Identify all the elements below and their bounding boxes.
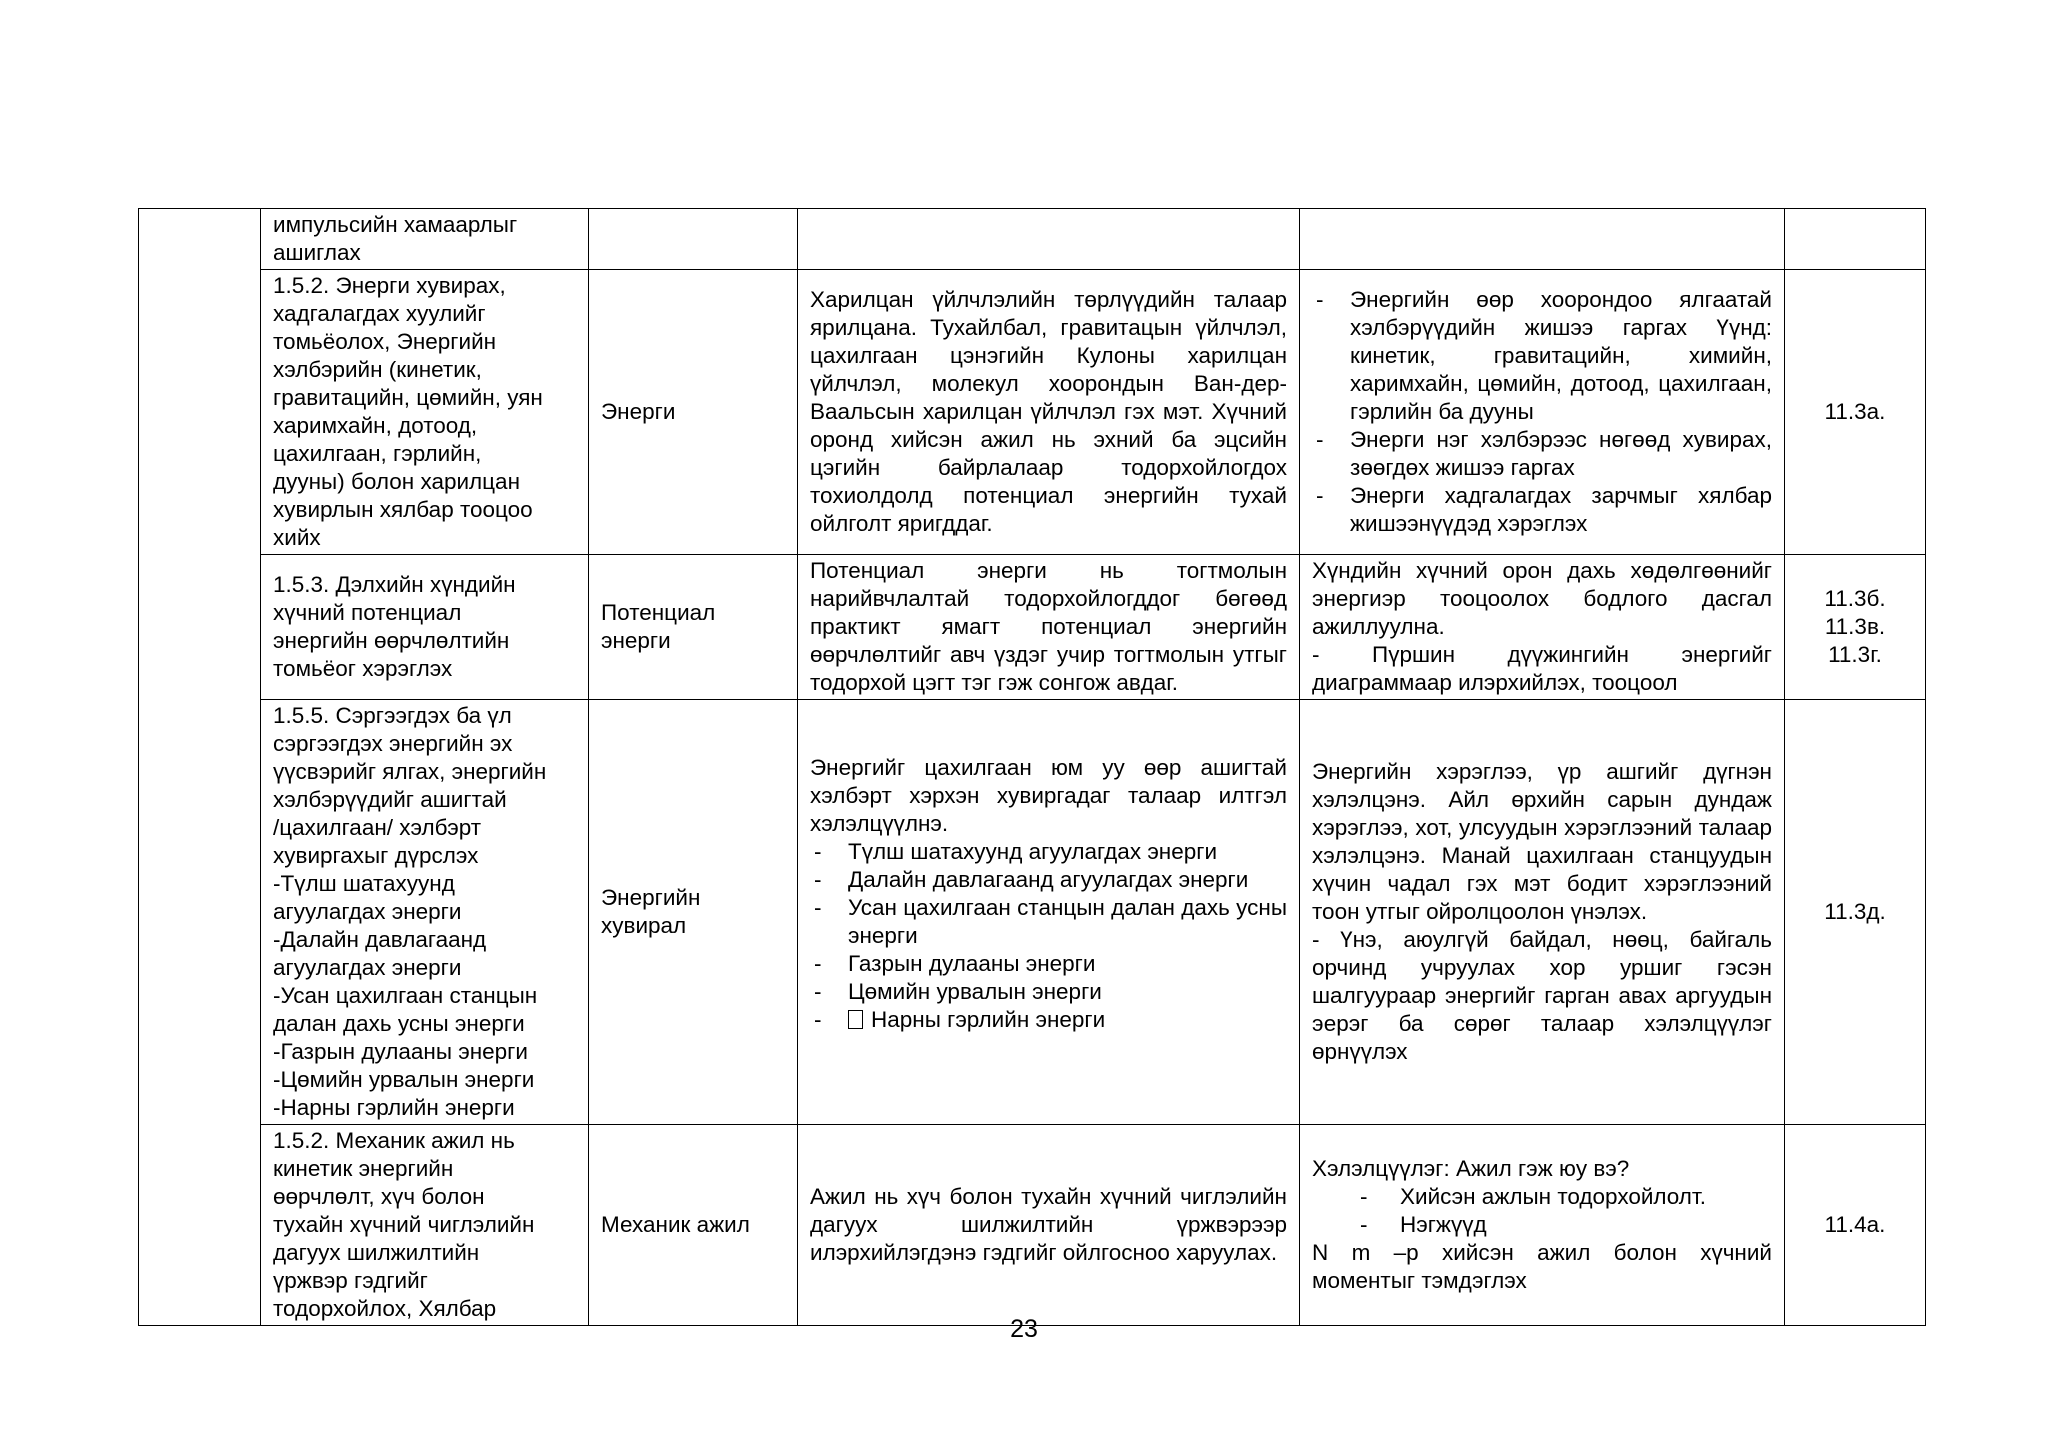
objective-line: хувиргахыг дүрслэх xyxy=(273,843,479,868)
context-cell xyxy=(798,270,1300,555)
objective-cell xyxy=(261,555,589,700)
code-text: 11.3а. xyxy=(1824,399,1886,424)
concept-text: Энергийн xyxy=(601,885,701,910)
code-cell xyxy=(1785,700,1926,1125)
context-text: Потенциал энерги нь тогтмолын нарийвчлалтай тодорхойлогддог бөгөөд практикт ямагт потенциал энергийн өөрчлөлтийг авч үздэг учир тогтмолын утгыг тодорхой цэгт тэг гэж сонгож авдаг. xyxy=(810,558,1287,695)
list-item: - Далайн давлагаанд агуулагдах энерги xyxy=(810,866,1287,894)
concept-text: Энерги xyxy=(601,399,676,424)
activity-text: - Үнэ, аюулгүй байдал, нөөц, байгаль орчинд учруулах хор уршиг гэсэн шалгуураар энергийг гарган авах аргуудын эерэг ба сөрөг талаар хэлэлцүүлэг өрнүүлэх xyxy=(1312,927,1772,1064)
list-item: - Энерги нэг хэлбэрээс нөгөөд хувирах, зөөгдөх жишээ гаргах xyxy=(1312,426,1772,482)
objective-line: хийх xyxy=(273,525,321,550)
page-number: 23 xyxy=(1010,1315,1038,1343)
context-text: Энергийг цахилгаан юм уу өөр ашигтай хэлбэрт хэрхэн хувиргадаг талаар илтгэл хэлэлцүүлнэ. xyxy=(810,755,1287,836)
concept-text: хувирал xyxy=(601,913,687,938)
code-cell xyxy=(1785,209,1926,270)
objective-line: ашиглах xyxy=(273,240,361,265)
activities-cell xyxy=(1300,555,1785,700)
objective-line: хэлбэрийн (кинетик, xyxy=(273,357,482,382)
objective-line: импульсийн хамаарлыг xyxy=(273,212,518,237)
concept-cell xyxy=(589,1125,798,1326)
objective-cell xyxy=(261,700,589,1125)
activities-cell xyxy=(1300,270,1785,555)
list-item: - Энергийн өөр хоорондоо ялгаатай хэлбэрүүдийн жишээ гаргах Үүнд: кинетик, гравитацийн, химийн, харимхайн, цөмийн, дотоод, цахилгаан, гэрлийн ба дууны xyxy=(1312,286,1772,426)
objective-line: -Далайн давлагаанд xyxy=(273,927,487,952)
objective-line: томьёог хэрэглэх xyxy=(273,656,453,681)
objective-line: томьёолох, Энергийн xyxy=(273,329,497,354)
objective-line: үржвэр гэдгийг xyxy=(273,1268,428,1293)
list-item: - Газрын дулааны энерги xyxy=(810,950,1287,978)
objective-line: агуулагдах энерги xyxy=(273,955,462,980)
activities-list xyxy=(1312,1183,1772,1239)
activity-text: - Пүршин дүүжингийн энергийг диаграммаар илэрхийлэх, тооцоол xyxy=(1312,642,1772,695)
objective-line: гравитацийн, цөмийн, уян xyxy=(273,385,543,410)
activities-cell xyxy=(1300,209,1785,270)
context-text: Ажил нь хүч болон тухайн хүчний чиглэлийн дагуух шилжилтийн үржвэрээр илэрхийлэгдэнэ гэдгийг ойлгосноо харуулах. xyxy=(810,1184,1287,1265)
objective-line: кинетик энергийн xyxy=(273,1156,454,1181)
objective-line: тодорхойлох, Хялбар xyxy=(273,1296,497,1321)
objective-line: -Цөмийн урвалын энерги xyxy=(273,1067,535,1092)
energy-sources-list xyxy=(810,838,1287,1034)
code-text: 11.4а. xyxy=(1824,1212,1886,1237)
list-item: - Түлш шатахуунд агуулагдах энерги xyxy=(810,838,1287,866)
table-row xyxy=(139,700,1926,1125)
objective-line: далан дахь усны энерги xyxy=(273,1011,525,1036)
context-cell xyxy=(798,209,1300,270)
objective-line: хэлбэрүүдийг ашигтай xyxy=(273,787,507,812)
activity-text: Хүндийн хүчний орон дахь хөдөлгөөнийг энергиэр тооцоолох бодлого дасгал ажиллуулна. xyxy=(1312,558,1772,639)
code-text: 11.3в. xyxy=(1824,614,1886,639)
objective-line: -Усан цахилгаан станцын xyxy=(273,983,538,1008)
concept-cell xyxy=(589,555,798,700)
concept-cell xyxy=(589,700,798,1125)
list-item: - Энерги хадгалагдах зарчмыг хялбар жишээнүүдэд хэрэглэх xyxy=(1312,482,1772,538)
objective-line: -Нарны гэрлийн энерги xyxy=(273,1095,515,1120)
context-cell xyxy=(798,555,1300,700)
objective-line: агуулагдах энерги xyxy=(273,899,462,924)
table-row xyxy=(139,209,1926,270)
code-text: 11.3г. xyxy=(1828,642,1882,667)
objective-cell xyxy=(261,270,589,555)
objective-line: харимхайн, дотоод, xyxy=(273,413,478,438)
code-text: 11.3б. xyxy=(1824,586,1886,611)
objective-line: хувирлын хялбар тооцоо xyxy=(273,497,533,522)
concept-text: энерги xyxy=(601,628,671,653)
objective-line: сэргээгдэх энергийн эх xyxy=(273,731,513,756)
concept-cell xyxy=(589,209,798,270)
code-cell xyxy=(1785,270,1926,555)
objective-line: 1.5.2. Энерги хувирах, xyxy=(273,273,506,298)
objective-line: өөрчлөлт, хүч болон xyxy=(273,1184,485,1209)
list-item: - Хийсэн ажлын тодорхойлолт. xyxy=(1312,1183,1772,1211)
activity-text: N m –p хийсэн ажил болон хүчний моментыг тэмдэглэх xyxy=(1312,1240,1772,1293)
objective-line: хадгалагдах хуулийг xyxy=(273,301,486,326)
objective-line: -Түлш шатахуунд xyxy=(273,871,455,896)
code-cell xyxy=(1785,555,1926,700)
objective-cell xyxy=(261,209,589,270)
context-cell xyxy=(798,1125,1300,1326)
activities-list xyxy=(1312,286,1772,538)
list-item: - Нэгжүүд xyxy=(1312,1211,1772,1239)
table-row xyxy=(139,1125,1926,1326)
context-cell xyxy=(798,700,1300,1125)
list-item: - Усан цахилгаан станцын далан дахь усны энерги xyxy=(810,894,1287,950)
activities-cell xyxy=(1300,1125,1785,1326)
activities-cell xyxy=(1300,700,1785,1125)
missing-glyph-icon xyxy=(848,1010,863,1029)
section-cell xyxy=(139,209,261,1326)
objective-line: 1.5.2. Механик ажил нь xyxy=(273,1128,515,1153)
list-item: - Цөмийн урвалын энерги xyxy=(810,978,1287,1006)
concept-text: Механик ажил xyxy=(601,1212,750,1237)
concept-cell xyxy=(589,270,798,555)
list-item-label: Нарны гэрлийн энерги xyxy=(871,1007,1106,1032)
objective-line: дууны) болон харилцан xyxy=(273,469,520,494)
list-item xyxy=(810,1006,1287,1034)
activity-text: Энергийн хэрэглээ, үр ашгийг дүгнэн хэлэлцэнэ. Айл өрхийн сарын дундаж хэрэглээ, хот, улсуудын хэрэглээний талаар хэлэлцэнэ. Манай цахилгаан станцуудын хүчин чадал гэх мэт бодит хэрэглээний тоон утгыг ойролцоолон үнэлэх. xyxy=(1312,759,1772,924)
objective-line: 1.5.5. Сэргээгдэх ба үл xyxy=(273,703,512,728)
code-cell xyxy=(1785,1125,1926,1326)
activity-text: Хэлэлцүүлэг: Ажил гэж юу вэ? xyxy=(1312,1156,1630,1181)
objective-cell xyxy=(261,1125,589,1326)
objective-line: тухайн хүчний чиглэлийн xyxy=(273,1212,535,1237)
context-text: Харилцан үйлчлэлийн төрлүүдийн талаар ярилцана. Тухайлбал, гравитацын үйлчлэл, цахилгаан цэнэгийн Кулоны харилцан үйлчлэл, молекул хоорондын Ван-дер-Ваальсын харилцан үйлчлэл гэх мэт. Хүчний оронд хийсэн ажил нь эхний ба эцсийн цэгийн байрлалаар тодорхойлогдох тохиолдолд потенциал энергийн тухай ойлголт яригддаг. xyxy=(810,287,1287,536)
code-text: 11.3д. xyxy=(1824,899,1886,924)
concept-text: Потенциал xyxy=(601,600,716,625)
objective-line: энергийн өөрчлөлтийн xyxy=(273,628,510,653)
objective-line: -Газрын дулааны энерги xyxy=(273,1039,528,1064)
objective-line: цахилгаан, гэрлийн, xyxy=(273,441,482,466)
curriculum-table xyxy=(138,208,1926,1326)
table-row xyxy=(139,555,1926,700)
table-row xyxy=(139,270,1926,555)
objective-line: үүсвэрийг ялгах, энергийн xyxy=(273,759,547,784)
objective-line: дагуух шилжилтийн xyxy=(273,1240,480,1265)
objective-line: хүчний потенциал xyxy=(273,600,462,625)
objective-line: /цахилгаан/ хэлбэрт xyxy=(273,815,482,840)
objective-line: 1.5.3. Дэлхийн хүндийн xyxy=(273,572,516,597)
